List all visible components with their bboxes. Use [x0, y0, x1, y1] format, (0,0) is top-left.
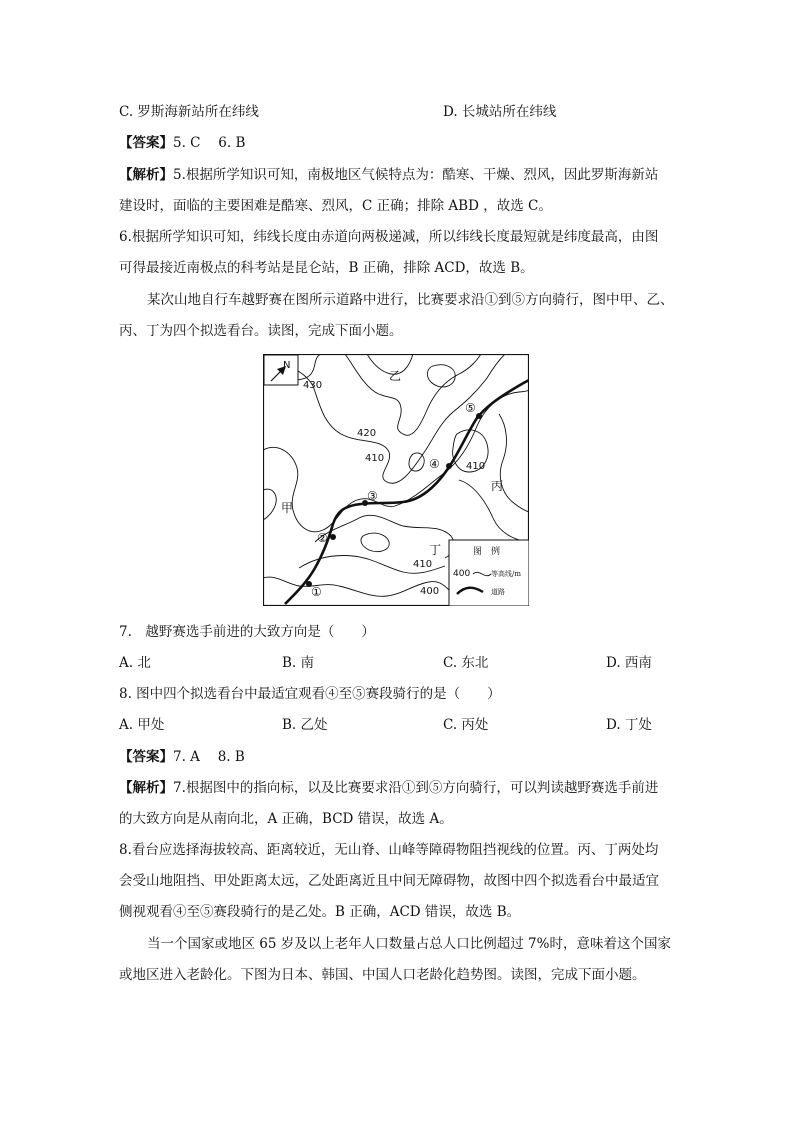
analysis-line: 的大致方向是从南向北，A 正确，BCD 错误，故选 A。: [119, 811, 453, 827]
q7-option-b: B. 南: [282, 655, 315, 671]
intro-paragraph: 某次山地自行车越野赛在图所示道路中进行，比赛要求沿①到⑤方向骑行，图中甲、乙、: [147, 292, 674, 308]
contour-map: [263, 354, 529, 606]
contour-label-410: 410: [413, 559, 433, 570]
q8-option-b: B. 乙处: [282, 717, 328, 733]
site-jia: 甲: [281, 501, 294, 515]
answer-text: 7. A 8. B: [173, 749, 245, 765]
answer-line: [119, 747, 245, 767]
analysis-tag: 【解析】: [119, 780, 173, 796]
q8-option-d: D. 丁处: [606, 717, 652, 733]
site-bing: 丙: [491, 479, 504, 493]
answer-tag: 【答案】: [119, 749, 173, 765]
contour-label-410: 410: [466, 461, 486, 472]
analysis-line: 侧视观看④至⑤赛段骑行的是乙处。B 正确，ACD 错误，故选 B。: [119, 904, 521, 920]
route-label-2: ②: [317, 531, 328, 545]
route-label-4: ④: [429, 457, 440, 471]
intro-paragraph: 丙、丁为四个拟选看台。读图，完成下面小题。: [119, 323, 403, 339]
analysis-tag: 【解析】: [119, 167, 173, 183]
route-label-3: ③: [367, 489, 378, 503]
q7-option-c: C. 东北: [443, 655, 489, 671]
contour-label-410: 410: [365, 453, 385, 464]
question-8-stem: 8. 图中四个拟选看台中最适宜观看④至⑤赛段骑行的是（ ）: [119, 686, 501, 702]
intro-paragraph: 或地区进入老龄化。下图为日本、韩国、中国人口老龄化趋势图。读图，完成下面小题。: [119, 967, 646, 983]
analysis-line: [119, 778, 658, 798]
analysis-line: [119, 165, 658, 185]
contour-label-420: 420: [357, 428, 377, 439]
q8-option-c: C. 丙处: [443, 717, 489, 733]
contour-label-430: 430: [303, 380, 323, 391]
site-ding: 丁: [429, 543, 442, 557]
legend-title: 图 例: [473, 547, 501, 557]
legend-contour-label: 等高线/m: [491, 570, 521, 578]
intro-paragraph: 当一个国家或地区 65 岁及以上老年人口数量占总人口比例超过 7%时，意味着这个国家: [147, 936, 671, 952]
analysis-line: 8.看台应选择海拔较高、距离较近，无山脊、山峰等障碍物阻挡视线的位置。丙、丁两处均: [119, 842, 659, 858]
option-d: D. 长城站所在纬线: [443, 104, 557, 120]
analysis-text: 7.根据图中的指向标，以及比赛要求沿①到⑤方向骑行，可以判读越野赛选手前进: [173, 780, 659, 796]
contour-label-400: 400: [420, 586, 440, 597]
analysis-text: 5.根据所学知识可知，南极地区气候特点为：酷寒、干燥、烈风，因此罗斯海新站: [173, 167, 659, 183]
question-7-stem: 7. 越野赛选手前进的大致方向是（ ）: [119, 624, 375, 640]
q7-option-d: D. 西南: [606, 655, 652, 671]
option-c: C. 罗斯海新站所在纬线: [119, 104, 259, 120]
analysis-line: 可得最接近南极点的科考站是昆仑站，B 正确，排除 ACD，故选 B。: [119, 260, 534, 276]
site-yi: 乙: [389, 369, 402, 383]
answer-tag: 【答案】: [119, 135, 173, 151]
q7-option-a: A. 北: [119, 655, 151, 671]
route-label-5: ⑤: [465, 401, 476, 415]
route-label-1: ①: [311, 585, 322, 599]
answer-text: 5. C 6. B: [173, 135, 246, 151]
route-point-4: [446, 463, 452, 469]
route-point-5: [476, 413, 482, 419]
north-label: N: [283, 360, 291, 371]
route-point-2: [330, 534, 336, 540]
analysis-line: 会受山地阻挡、甲处距离太远，乙处距离近且中间无障碍物，故图中四个拟选看台中最适宜: [119, 873, 659, 889]
analysis-line: 6.根据所学知识可知，纬线长度由赤道向两极递减，所以纬线长度最短就是纬度最高，由图: [119, 229, 659, 245]
legend-contour-value: 400: [453, 569, 471, 579]
analysis-line: 建设时，面临的主要困难是酷寒、烈风，C 正确；排除 ABD ，故选 C。: [119, 198, 552, 214]
legend-road-label: 道路: [491, 588, 505, 596]
q8-option-a: A. 甲处: [119, 717, 165, 733]
map-legend: [449, 540, 529, 606]
answer-line: [119, 133, 245, 153]
